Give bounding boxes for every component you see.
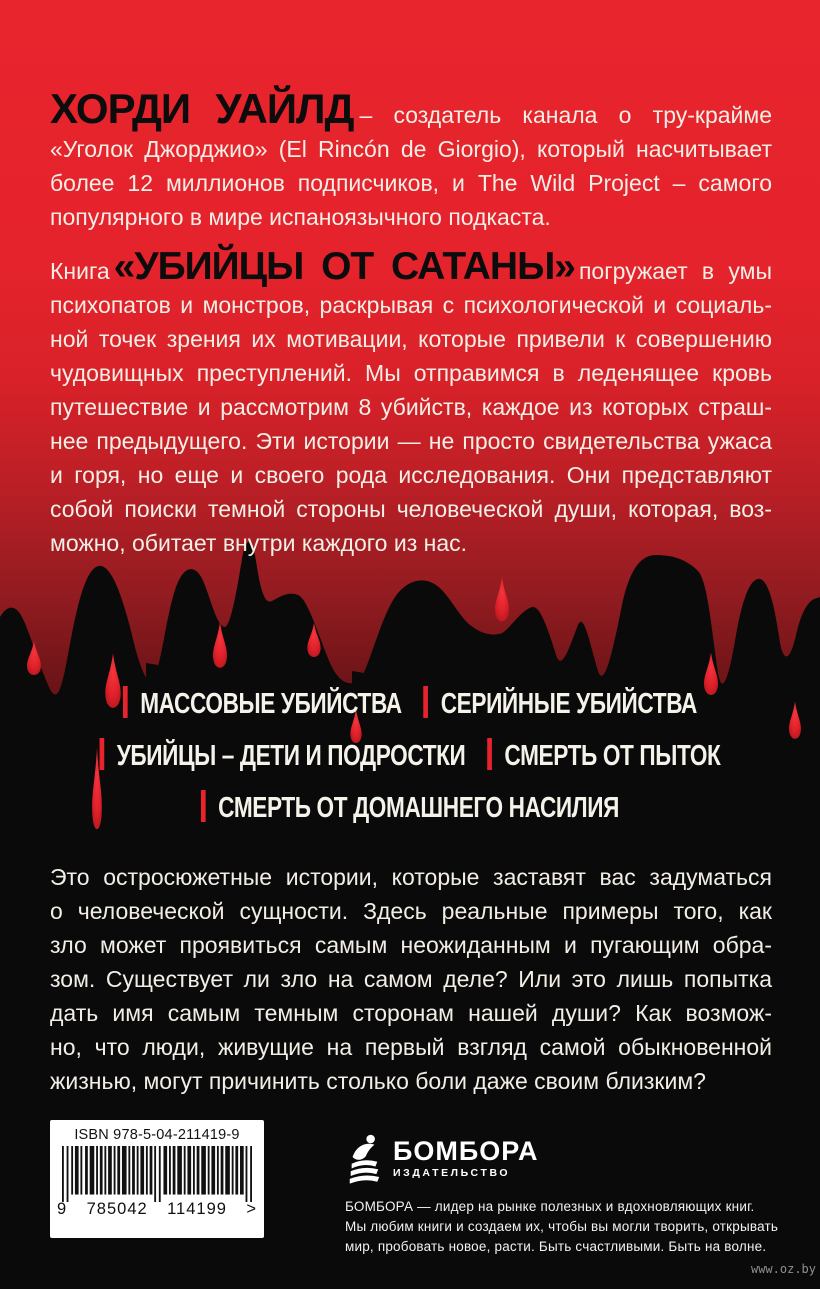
red-separator-bar bbox=[424, 686, 429, 718]
book-title: «УБИЙЦЫ ОТ САТАНЫ» bbox=[113, 245, 575, 288]
red-separator-bar bbox=[201, 790, 206, 822]
annotation-line-text: погружает в умы bbox=[578, 258, 772, 284]
annotation-line: ной точек зрения их мотивации, которые привели к совершению bbox=[50, 326, 772, 352]
category-label: МАССОВЫЕ УБИЙСТВА bbox=[140, 688, 402, 720]
annotation-line: чудовищных преступлений. Мы отправимся в леденящее кровь bbox=[50, 360, 772, 386]
category-label: СМЕРТЬ ОТ ПЫТОК bbox=[504, 740, 721, 772]
outro-line: зом. Существует ли зло на самом деле? Или это лишь попытка bbox=[50, 966, 772, 992]
category-row bbox=[90, 782, 730, 834]
outro-line: зло может проявиться самым неожиданным и пугающим обра- bbox=[50, 932, 772, 958]
outro-line: Это остросюжетные истории, которые заставят вас задуматься bbox=[50, 864, 772, 890]
intro-line: «Уголок Джорджио» (El Rincón de Giorgio), который насчитывает bbox=[50, 136, 772, 162]
barcode-digit-group: 114199 bbox=[167, 1200, 227, 1218]
category-label: СМЕРТЬ ОТ ДОМАШНЕГО НАСИЛИЯ bbox=[218, 792, 619, 824]
annotation-line: путешествие и рассмотрим 8 убийств, каждое из которых страш- bbox=[50, 394, 772, 420]
book-prefix: Книга bbox=[50, 258, 110, 284]
annotation-line: нее предыдущего. Эти истории — не просто свидетельства ужаса bbox=[50, 428, 772, 454]
author-name: ХОРДИ УАЙЛД bbox=[50, 85, 354, 132]
category-label: УБИЙЦЫ – ДЕТИ И ПОДРОСТКИ bbox=[116, 740, 466, 772]
category-row bbox=[90, 730, 730, 782]
intro-line: более 12 миллионов подписчиков, и The Wild Project – самого bbox=[50, 170, 772, 196]
barcode-digit-group: > bbox=[246, 1200, 257, 1218]
publisher-tagline: ИЗДАТЕЛЬСТВО bbox=[393, 1167, 511, 1179]
publisher-name: БОМБОРА bbox=[393, 1136, 539, 1166]
publisher-description bbox=[345, 1197, 778, 1257]
outro-line: дать имя самым темным сторонам нашей души? Как возмож- bbox=[50, 1000, 772, 1026]
outro-line: о человеческой сущности. Здесь реальные примеры того, как bbox=[50, 898, 772, 924]
publisher-description-line: мир, пробовать новое, расти. Быть счастливыми. Быть на волне. bbox=[345, 1239, 767, 1254]
red-separator-bar bbox=[487, 738, 492, 770]
barcode-sticker bbox=[50, 1120, 264, 1238]
category-row bbox=[90, 678, 730, 730]
barcode-digit-group: 9 bbox=[57, 1200, 68, 1218]
publisher-name-group bbox=[393, 1137, 538, 1179]
publisher-block bbox=[345, 1132, 778, 1257]
publisher-description-line: Мы любим книги и создаем их, чтобы вы могли творить, открывать bbox=[345, 1219, 779, 1234]
annotation-line: собой поиски темной стороны человеческой души, которая, воз- bbox=[50, 496, 772, 522]
intro-paragraph bbox=[50, 85, 773, 234]
outro-line: но, что люди, живущие на первый взгляд самой обыкновенной bbox=[50, 1034, 772, 1060]
annotation-line: и горя, но еще и своего рода исследования. Они представляют bbox=[50, 462, 772, 488]
intro-line-text: – создатель канала о тру-крайме bbox=[359, 102, 773, 128]
barcode-icon bbox=[62, 1146, 252, 1202]
annotation-line: психопатов и монстров, раскрывая с психологической и социаль- bbox=[50, 292, 772, 318]
annotation-line: можно, обитает внутри каждого из нас. bbox=[50, 530, 468, 556]
outro-paragraph bbox=[50, 860, 772, 1098]
category-list bbox=[0, 678, 820, 834]
isbn-text: ISBN 978-5-04-211419-9 bbox=[74, 1127, 240, 1143]
intro-line: популярного в мире испаноязычного подкаста. bbox=[50, 204, 551, 230]
red-separator-bar bbox=[123, 686, 128, 718]
barcode-digit-group: 785042 bbox=[86, 1200, 148, 1218]
outro-line: жизнью, могут причинить столько боли даже своим близким? bbox=[50, 1068, 706, 1094]
publisher-logo-row bbox=[345, 1132, 778, 1184]
bombora-logo-icon bbox=[345, 1132, 383, 1184]
site-watermark: www.oz.by bbox=[750, 1262, 816, 1276]
red-separator-bar bbox=[100, 738, 105, 770]
category-label: СЕРИЙНЫЕ УБИЙСТВА bbox=[440, 688, 697, 720]
book-annotation-paragraph bbox=[50, 245, 772, 560]
publisher-description-line: БОМБОРА — лидер на рынке полезных и вдохновляющих книг. bbox=[345, 1199, 755, 1214]
annotation-line bbox=[50, 245, 772, 288]
intro-line bbox=[50, 85, 773, 132]
barcode-digits bbox=[50, 1200, 264, 1219]
